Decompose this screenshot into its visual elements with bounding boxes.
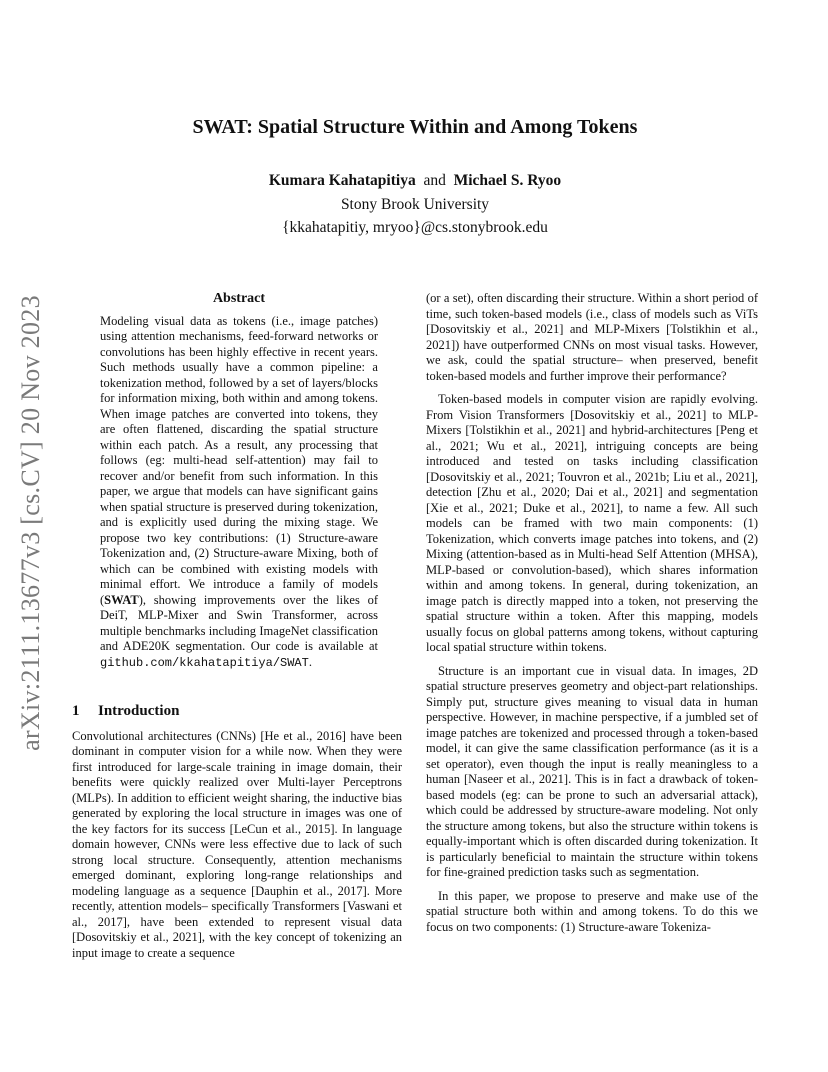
code-url: github.com/kkahatapitiya/SWAT xyxy=(100,655,309,670)
right-paragraph-3: Structure is an important cue in visual data. In images, 2D spatial structure preserves geometry and object-part relationships. Simply put, structure gives meaning to visual data in human perspective. However, in machine perspective, if a jumbled set of image patches are tokenized and processed through a token-based model, it can give the same classification performance (as it is a set operator), even though the input is really meaningless to a human [Naseer et al., 2021]. This is in fact a drawback of token-based models (eg: can be prone to such an adversarial attack), which could be addressed by structure-aware modeling. Not only the structure among tokens, but also the structure within tokens is equally-important which is often discarded during tokenization. It is particularly beneficial to maintain the structure within tokens for fine-grained prediction tasks such as segmentation. xyxy=(426,663,758,879)
arxiv-identifier-text: arXiv:2111.13677v3 [cs.CV] 20 Nov 2023 xyxy=(16,295,46,751)
author-email: {kkahatapitiy, mryoo}@cs.stonybrook.edu xyxy=(282,219,548,236)
right-column xyxy=(426,291,758,943)
author-second: Michael S. Ryoo xyxy=(453,172,562,189)
introduction-paragraph: Convolutional architectures (CNNs) [He et al., 2016] have been dominant in computer vision for a while now. When they were first introduced for large-scale training in image domain, their benefits were quickly realized over Multi-layer Perceptrons (MLPs). In addition to efficient weight sharing, the inductive bias generated by exploring the local structure in images was one of the key factors for its success [LeCun et al., 2015]. In language domain however, CNNs were less effective due to lack of such strong local structure. Consequently, attention mechanisms emerged dominant, exploring long-range relationships and modeling language as a sequence [Dauphin et al., 2017]. More recently, attention models– specifically Transformers [Vaswani et al., 2017], have been extended to represent visual data [Dosovitskiy et al., 2021], with the key concept of tokenizing an input image to create a sequence xyxy=(72,728,402,960)
right-paragraph-2: Token-based models in computer vision are rapidly evolving. From Vision Transformers [Dosovitskiy et al., 2021] to MLP-Mixers [Tolstikhin et al., 2021] and hybrid-architectures [Peng et al., 2021; Wu et al., 2021], intriguing concepts are being introduced and tested on tasks including classification [Dosovitskiy et al., 2021; Touvron et al., 2021b; Liu et al., 2021], detection [Zhu et al., 2020; Dai et al., 2021] and segmentation [Xie et al., 2021; Duke et al., 2021], to name a few. All such models can be framed with two main components: (1) Tokenization, which converts image patches into tokens, and (2) Mixing (attention-based as in Multi-head Self Attention (MHSA), MLP-based or convolution-based), which shares information within and among tokens. In general, during tokenization, an image patch is directly mapped into a token, not preserving the spatial structure within a token. After this mapping, models usually focus on global patterns among tokens, without capturing local spatial structure within tokens. xyxy=(426,392,758,654)
affiliation: Stony Brook University xyxy=(340,196,490,213)
abstract-text-part2: ), showing improvements over the likes of DeiT, MLP-Mixer and Swin Transformer, across multiple benchmarks including ImageNet classification and ADE20K segmentation. Our code is available at xyxy=(100,592,378,653)
abstract-swat-name: SWAT xyxy=(104,592,139,607)
abstract-section xyxy=(100,291,378,671)
abstract-body xyxy=(100,314,378,672)
abstract-heading: Abstract xyxy=(212,291,266,306)
section-number: 1 xyxy=(72,703,80,719)
right-paragraph-1: (or a set), often discarding their structure. Within a short period of time, such token-based models (i.e., class of models such as ViTs [Dosovitskiy et al., 2021] and MLP-Mixers [Tolstikhin et al., 2021]) have outperformed CNNs on most visual tasks. However, we ask, could the spatial structure– when preserved, benefit token-based models and further improve their performance? xyxy=(426,291,758,383)
abstract-text-part1: Modeling visual data as tokens (i.e., image patches) using attention mechanisms, feed-forward networks or convolutions has been highly effective in recent years. Such methods usually have a common pipeline: a tokenization method, followed by a set of layers/blocks for information mixing, both within and among tokens. When image patches are converted into tokens, they are often flattened, discarding the spatial structure within each patch. As a result, any processing that follows (eg: multi-head self-attention) may fail to recover and/or benefit from such information. In this paper, we argue that models can have significant gains when spatial structure is preserved during tokenization, and is explicitly used during the mixing stage. We propose two key contributions: (1) Structure-aware Tokenization and, (2) Structure-aware Mixing, both of which can be combined with existing models with minimal effort. We introduce a family of models ( xyxy=(100,313,378,607)
introduction-heading xyxy=(72,704,402,720)
author-connector: and xyxy=(423,172,446,189)
paper-title: SWAT: Spatial Structure Within and Among Tokens xyxy=(192,116,638,138)
arxiv-identifier-stamp xyxy=(6,288,56,758)
introduction-section xyxy=(72,704,402,961)
author-first: Kumara Kahatapitiya xyxy=(268,172,416,189)
abstract-text-part3: . xyxy=(308,654,312,669)
right-paragraph-4: In this paper, we propose to preserve and make use of the spatial structure both within and among tokens. To do this we focus on two components: (1) Structure-aware Tokeniza- xyxy=(426,888,758,934)
author-line xyxy=(72,172,758,190)
section-title: Introduction xyxy=(98,703,180,719)
